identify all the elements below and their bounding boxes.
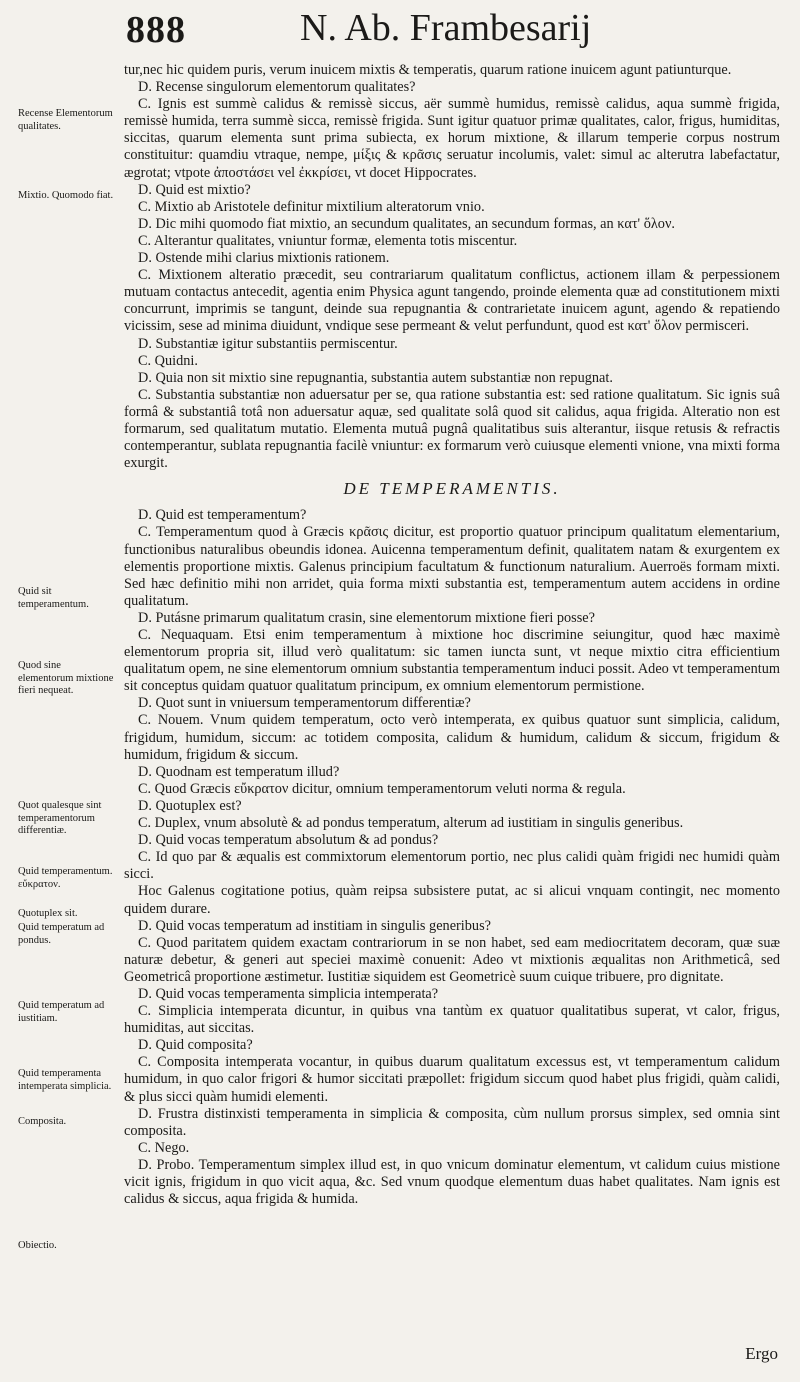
margin-note: Recense Elementorum qualitates. [18,108,113,132]
catchword: Ergo [745,1344,778,1363]
paragraph: C. Substantia substantiæ non aduersatur per se, qua ratione substantia est: sed ratione qualitatum. Sic ignis suâ formâ & substantiâ totâ non aduersatur aquæ, sed qualitate solâ quod sit calidus, aqua frigida. Alteratio non est formarum, sed qualitatum mutatio. Elementa mutuâ pugnâ qualitatibus suis alterantur, iisque retusis & refractis contemperantur, sublata repugnantia facilè vniuntur: ex formarum verò cuiusque elementi vnione, vna mixti forma exurgit. [124,386,780,472]
paragraph: D. Quid composita? [138,1037,253,1054]
margin-note: Quotuplex sit. [18,908,78,919]
paragraph: D. Dic mihi quomodo fiat mixtio, an secundum qualitates, an secundum formas, an κατ' ὅλον. [138,215,675,232]
paragraph: C. Id quo par & æqualis est commixtorum elementorum portio, nec plus calidi quàm frigidi nec humidi quàm sicci. [124,849,780,883]
paragraph: C. Nequaquam. Etsi enim temperamentum à mixtione hoc discrimine seiungitur, quod hæc maximè elementorum propria sit, illud verò qualitatum: sic tamen iuncta sunt, vt neque mixtio citra efficientium qualitatum opem, ne sine elementorum omnium substantia temperamentum induci possit. Adeo vt temperamentum sit conceptus quidam quatuor qualitatum principum, ex omnium elementorum permistione. [124,627,780,695]
paragraph: D. Quid vocas temperatum absolutum & ad pondus? [138,832,439,849]
paragraph: C. Mixtio ab Aristotele definitur mixtilium alteratorum vnio. [138,198,485,215]
paragraph: C. Nouem. Vnum quidem temperatum, octo verò intemperata, ex quibus quatuor sunt simplicia, calidum, frigidum, humidum, siccum: ac totidem composita, calidum & humidum, calidum & siccum, frigidum & humidum, frigidum & siccum. [124,712,780,763]
paragraph: D. Quid vocas temperatum ad institiam in singulis generibus? [138,917,491,934]
margin-note: Mixtio. Quomodo fiat. [18,190,114,201]
paragraph: D. Frustra distinxisti temperamenta in simplicia & composita, cùm nullum prorsus simplex, sed omnia sint composita. [124,1105,780,1139]
paragraph: tur,nec hic quidem puris, verum inuicem mixtis & temperatis, quarum ratione inuicem agunt patiunturque. [124,62,732,78]
paragraph: D. Ostende mihi clarius mixtionis rationem. [138,250,390,267]
paragraph: C. Quidni. [138,352,198,369]
paragraph: D. Quid est mixtio? [138,181,251,198]
paragraph: C. Alterantur qualitates, vniuntur formæ, elementa totis miscentur. [138,232,518,249]
main-text [124,62,780,1208]
paragraph: Hoc Galenus cogitatione potius, quàm reipsa subsistere putat, ac si alicui vnquam contingit, nec momento quidem durare. [124,883,780,917]
margin-note: Quot qualesque sint temperamentorum differentiæ. [18,800,102,837]
paragraph: D. Substantiæ igitur substantiis permiscentur. [138,335,398,352]
paragraph: C. Composita intemperata vocantur, in quibus duarum qualitatum excessus est, vt temperamentum calidum humidum, in quo calor frigori & humor siccitati præpollet: frigidum siccum quod habet plus frigidi, quàm calidi, & plus sicci quàm humidi elementi. [124,1054,780,1105]
margin-note: Quid temperamenta intemperata simplicia. [18,1068,112,1092]
paragraph: C. Duplex, vnum absolutè & ad pondus temperatum, alterum ad iustitiam in singulis generibus. [138,815,684,832]
paragraph: D. Quia non sit mixtio sine repugnantia, substantia autem substantiæ non repugnat. [138,369,613,386]
section-title: DE TEMPERAMENTIS. [343,479,561,499]
paragraph: C. Quod Græcis εὔκρατον dicitur, omnium temperamentorum veluti norma & regula. [138,780,626,797]
paragraph: C. Quod paritatem quidem exactam contrariorum in se non habet, sed eam mediocritatem decoram, quæ suæ naturæ debetur, & generi aut speciei maximè conuenit: Adeo vt mixtionis æqualitas non Arithmeticâ, sed Geometricâ proportione æstimetur. Iustitiæ siquidem est Geometricè suum cuique tribuere, pro dignitate. [124,934,780,985]
margin-note: Quid temperatum ad iustitiam. [18,1000,105,1024]
page-number: 888 [126,9,186,51]
paragraph: C. Ignis est summè calidus & remissè siccus, aër summè humidus, remissè calidus, aqua summè frigida, remissè humida, terra summè sicca, remissè frigida. Sunt igitur quatuor primæ qualitates, calor, frigus, humiditas, siccitas, quarum elementa sunt prima subiecta, ex horum mixtione, & illarum temperie corpus nostrum constituitur: quamdiu vtraque, nempe, μίξις & κρᾶσις seruatur incolumis, valet: simul ac alterutra labefactatur, ægrotat; vtpote ἀποστάσει vel ἐκκρίσει, vt docet Hippocrates. [124,96,780,181]
paragraph: C. Nego. [138,1139,190,1156]
paragraph: D. Quid est temperamentum? [138,507,307,524]
paragraph: C. Mixtionem alteratio præcedit, seu contrariarum qualitatum conflictus, actionem illam & perpessionem mutuam contactus antecedit, agentia enim Physica agunt tangendo, proinde elementa quæ ad constitutionem mixti concurrunt, imprimis se tangunt, deinde sua repugnantia & contrarietate inuicem agunt, agendo & repatiendo vicissim, sese ad minima diuidunt, vndique sese permeant & velut perfundunt, quod est κατ' ὅλον permisceri. [124,267,780,335]
paragraph: D. Putásne primarum qualitatum crasin, sine elementorum mixtione fieri posse? [138,609,595,626]
paragraph: D. Quot sunt in vniuersum temperamentorum differentiæ? [138,695,471,712]
paragraph: D. Quotuplex est? [138,797,242,814]
margin-note: Obiectio. [18,1240,57,1251]
margin-note: Quod sine elementorum mixtione fieri nequeat. [18,660,114,697]
paragraph: C. Temperamentum quod à Græcis κρᾶσις dicitur, est proportio quatuor principum qualitatum elementarium, functionibus naturalibus obeundis idonea. Auicenna temperamentum definit, qualitatem natam & exurgentem ex elementis proportione mixtis. Galenus principium facultatum & functionum naturalium. Auerroës formam mixti. Sed hæc definitio mihi non arridet, quia forma mixti substantia est, temperamentum autem accidens in ordine qualitatum. [124,524,780,609]
paragraph: D. Recense singulorum elementorum qualitates? [138,79,416,96]
margin-note: Quid temperamentum. εὔκρατον. [18,866,113,890]
running-title: N. Ab. Frambesarij [300,7,592,49]
paragraph: D. Quid vocas temperamenta simplicia intemperata? [138,985,439,1002]
margin-note: Quid sit temperamentum. [18,586,89,610]
paragraph: D. Probo. Temperamentum simplex illud est, in quo vnicum dominatur elementum, vt calidum cuius mistione vicit ignis, frigidum in quo vicit aqua, &c. Sed vnum quodque elementum duas habet qualitates. Nam ignis est calidus & siccus, aqua frigida & humida. [124,1156,780,1208]
paragraph: D. Quodnam est temperatum illud? [138,763,340,780]
paragraph: C. Simplicia intemperata dicuntur, in quibus vna tantùm ex quatuor qualitatibus superat, vt calor, frigus, humiditas, aut siccitas. [124,1003,780,1037]
margin-note: Composita. [18,1116,67,1127]
margin-note: Quid temperatum ad pondus. [18,922,105,946]
